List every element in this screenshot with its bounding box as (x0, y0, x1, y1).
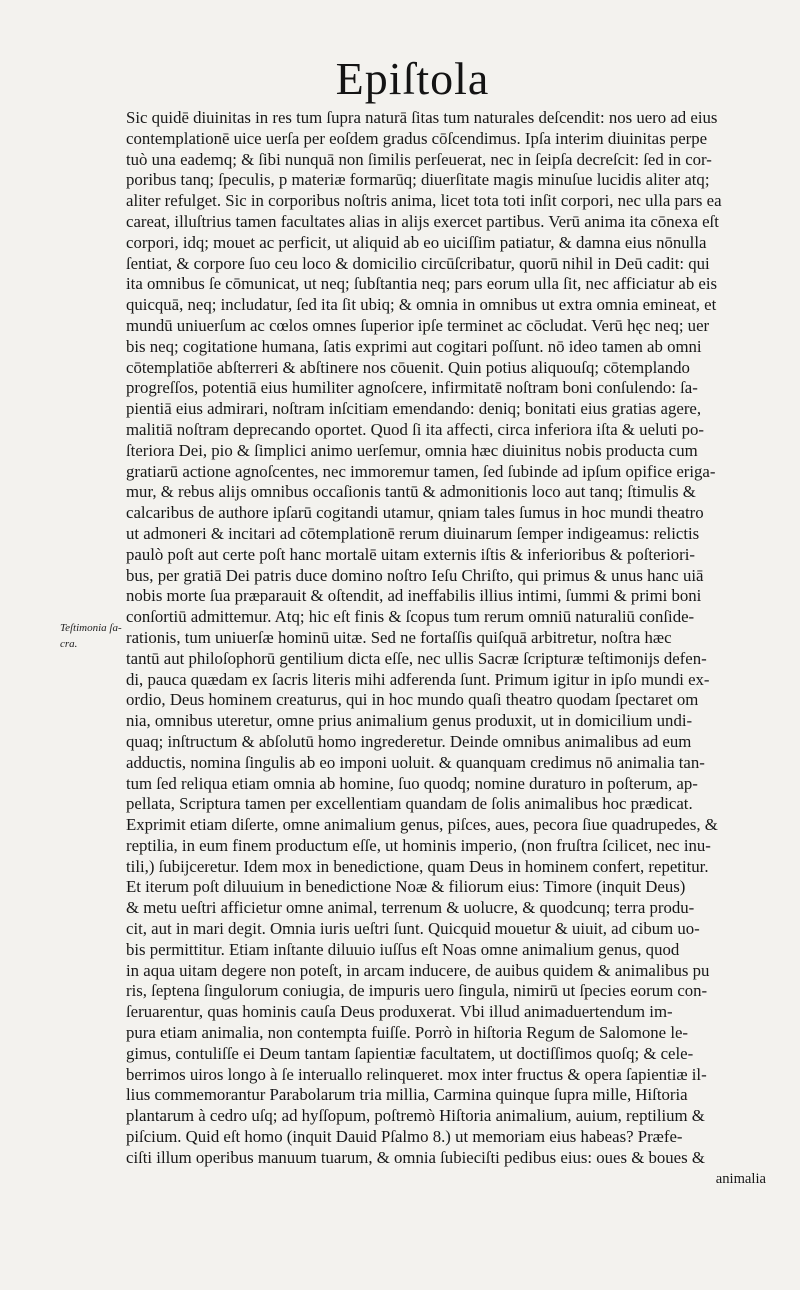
text-line: Sic quidē diuinitas in res tum ſupra naturā ſitas tum naturales deſcendit: nos uero ad eius (126, 108, 718, 127)
text-line: aliter refulget. Sic in corporibus noſtris anima, licet tota toti inſit corpori, nec ulla pars ea (126, 191, 722, 211)
text-line: ciſti illum operibus manuum tuarum, & omnia ſubieciſti pedibus eius: oues & boues & (126, 1147, 705, 1167)
catchword: animalia (715, 1170, 766, 1187)
text-line: gimus, contuliſſe ei Deum tantam ſapientiæ facultatem, ut doctiſſimos quoſq; & cele- (126, 1043, 694, 1063)
text-line: gratiarū actione agnoſcentes, nec immoremur tamen, ſed ſubinde ad ipſum opifice eriga- (126, 461, 716, 481)
body-text (126, 108, 766, 1189)
text-line: bus, per gratiā Dei patris duce domino noſtro Ieſu Chriſto, qui primus & unus hanc uiā (126, 565, 704, 585)
text-line: plantarum à cedro uſq; ad hyſſopum, poſtremò Hiſtoria animalium, auium, reptilium & (126, 1106, 705, 1126)
text-line: nia, omnibus uteretur, omne prius animalium genus produxit, ut in domicilium undi- (126, 711, 693, 731)
text-line: mur, & rebus alijs omnibus occaſionis tantū & admonitionis loco aut tanq; ſtimulis & (126, 482, 696, 502)
text-line: cōtemplatiōe abſterreri & abſtinere nos cōuenit. Quin potius aliquouſq; cōtemplando (126, 357, 690, 377)
margin-note-line: Teſtimonia ſa- (60, 622, 122, 634)
margin-note-line: cra. (60, 638, 78, 650)
text-line: ſteriora Dei, pio & ſimplici animo uerſemur, omnia hæc diuinitus nobis producta cum (126, 440, 698, 460)
text-line: Et iterum poſt diluuium in benedictione Noæ & filiorum eius: Timore (inquit Deus) (126, 877, 686, 897)
text-line: quaq; inſtructum & abſolutū homo ingrederetur. Deinde omnibus animalibus ad eum (126, 731, 692, 751)
text-line: cit, aut in mari degit. Omnia iuris ueſtri ſunt. Quicquid mouetur & uiuit, ad cibum uo- (126, 919, 700, 939)
text-line: rationis, tum uniuerſæ hominū uitæ. Sed ne fortaſſis quiſquā arbitretur, noſtra hæc (126, 627, 672, 647)
text-line: ſeruarentur, quas hominis cauſa Deus produxerat. Vbi illud animaduertendum im- (126, 1002, 673, 1022)
text-line: pientiā eius admirari, noſtram inſcitiam emendando: deniq; bonitati eius gratias agere, (126, 399, 702, 419)
text-line: reptilia, in eum finem productum eſſe, ut hominis imperio, (non fruſtra ſcilicet, nec inu- (126, 835, 711, 855)
page-heading: Epiſtola (335, 53, 490, 104)
text-line: ordio, Deus hominem creaturus, qui in hoc mundo quaſi theatro quodam ſpectaret om (126, 690, 699, 710)
margin-note (60, 620, 122, 652)
text-line: corpori, idq; mouet ac perficit, ut aliquid ab eo uiciſſim patiatur, & damna eius nōnulla (126, 232, 707, 252)
text-line: mundū uniuerſum ac cœlos omnes ſuperior ipſe terminet ac cōcludat. Verū hęc neq; uer (126, 315, 710, 335)
text-line: poribus tanq; ſpeculis, p materiæ formarūq; diuerſitate magis minuſue lucidis aliter atq; (126, 170, 710, 190)
text-line: careat, illuſtrius tamen facultates alias in alijs exercet partibus. Verū anima ita cōnexa eſt (126, 211, 719, 231)
text-line: contemplationē uice uerſa per eoſdem gradus cōſcendimus. Ipſa interim diuinitas perpe (126, 128, 708, 148)
text-line: malitiā noſtram deprecando oportet. Quod ſi ita affecti, circa inferiora iſta & ueluti po- (126, 419, 704, 439)
text-line: pura etiam animalia, non contempta fuiſſe. Porrò in hiſtoria Regum de Salomone le- (126, 1023, 689, 1043)
text-line: di, pauca quædam ex ſacris literis mihi adferenda ſunt. Primum igitur in ipſo mundi ex- (126, 669, 710, 689)
text-line: conſortiū admittemur. Atq; hic eſt finis & ſcopus tum rerum omniū naturaliū conſide- (126, 607, 695, 627)
text-line: in aqua uitam degere non poteſt, in arcam inducere, de auibus quidem & animalibus pu (126, 960, 710, 980)
text-line: Exprimit etiam diſerte, omne animalium genus, piſces, aues, pecora ſiue quadrupedes, & (126, 815, 718, 835)
text-line: tantū aut philoſophorū gentilium dicta eſſe, nec ullis Sacræ ſcripturæ teſtimonijs defen- (126, 648, 707, 668)
text-line: piſcium. Quid eſt homo (inquit Dauid Pſalmo 8.) ut memoriam eius habeas? Præfe- (126, 1127, 683, 1147)
text-line: ris, ſeptena ſingulorum coniugia, de impuris uero ſingula, nimirū ut ſpecies eorum con- (126, 981, 708, 1001)
text-line: tum ſed reliqua etiam omnia ab homine, ſuo quodq; nomine duraturo in poſterum, ap- (126, 773, 698, 793)
text-line: calcaribus de authore ipſarū cogitandi utamur, qniam tales ſumus in hoc mundi theatro (126, 503, 704, 523)
text-line: lius commemorantur Parabolarum tria millia, Carmina quinque ſupra mille, Hiſtoria (126, 1085, 688, 1105)
text-line: progreſſos, potentiā eius humiliter agnoſcere, infirmitatē noſtram boni conſulendo: ſa- (126, 378, 698, 398)
text-line: bis permittitur. Etiam inſtante diluuio iuſſus eſt Noas omne animalium genus, quod (126, 939, 680, 959)
text-line: tuò una eademq; & ſibi nunquā non ſimilis perſeuerat, nec in ſeipſa decreſcit: ſed in cor- (126, 149, 712, 169)
text-line: paulò poſt aut certe poſt hanc mortalē uitam externis iſtis & inferioribus & poſteriori- (126, 544, 696, 564)
text-line: ſentiat, & corpore ſuo ceu loco & domicilio circūſcribatur, quorū nihil in Deū cadit: qui (126, 253, 710, 273)
text-line: ut admoneri & incitari ad cōtemplationē rerum diuinarum ſemper indigeamus: relictis (126, 523, 700, 543)
text-line: & metu ueſtri afficietur omne animal, terrenum & uolucre, & quodcunq; terra produ- (126, 898, 695, 918)
text-line: berrimos uiros longo à ſe interuallo relinqueret. mox inter fructus & opera ſapientiæ il- (126, 1064, 707, 1084)
text-line: ita omnibus ſe cōmunicat, ut neq; ſubſtantia neq; pars eorum ulla ſit, nec afficiatur ab eis (126, 274, 718, 294)
text-line: quicquā, neq; includatur, ſed ita ſit ubiq; & omnia in omnibus ut extra omnia emineat, et (126, 295, 717, 315)
text-line: pellata, Scriptura tamen per excellentiam quandam de ſolis animalibus hoc prædicat. (126, 794, 693, 814)
text-line: nobis morte ſua præparauit & oſtendit, ad ineffabilis illius intimi, ſummi & primi boni (126, 586, 702, 606)
text-line: tili,) ſubijceretur. Idem mox in benedictione, quam Deus in hominem confert, repetitur. (126, 856, 709, 876)
text-line: adductis, nomina ſingulis ab eo imponi uoluit. & quanquam credimus nō animalia tan- (126, 752, 705, 772)
text-line: bis neq; cogitatione humana, ſatis exprimi aut cogitari poſſunt. nō ideo tamen ab omni (126, 336, 702, 356)
